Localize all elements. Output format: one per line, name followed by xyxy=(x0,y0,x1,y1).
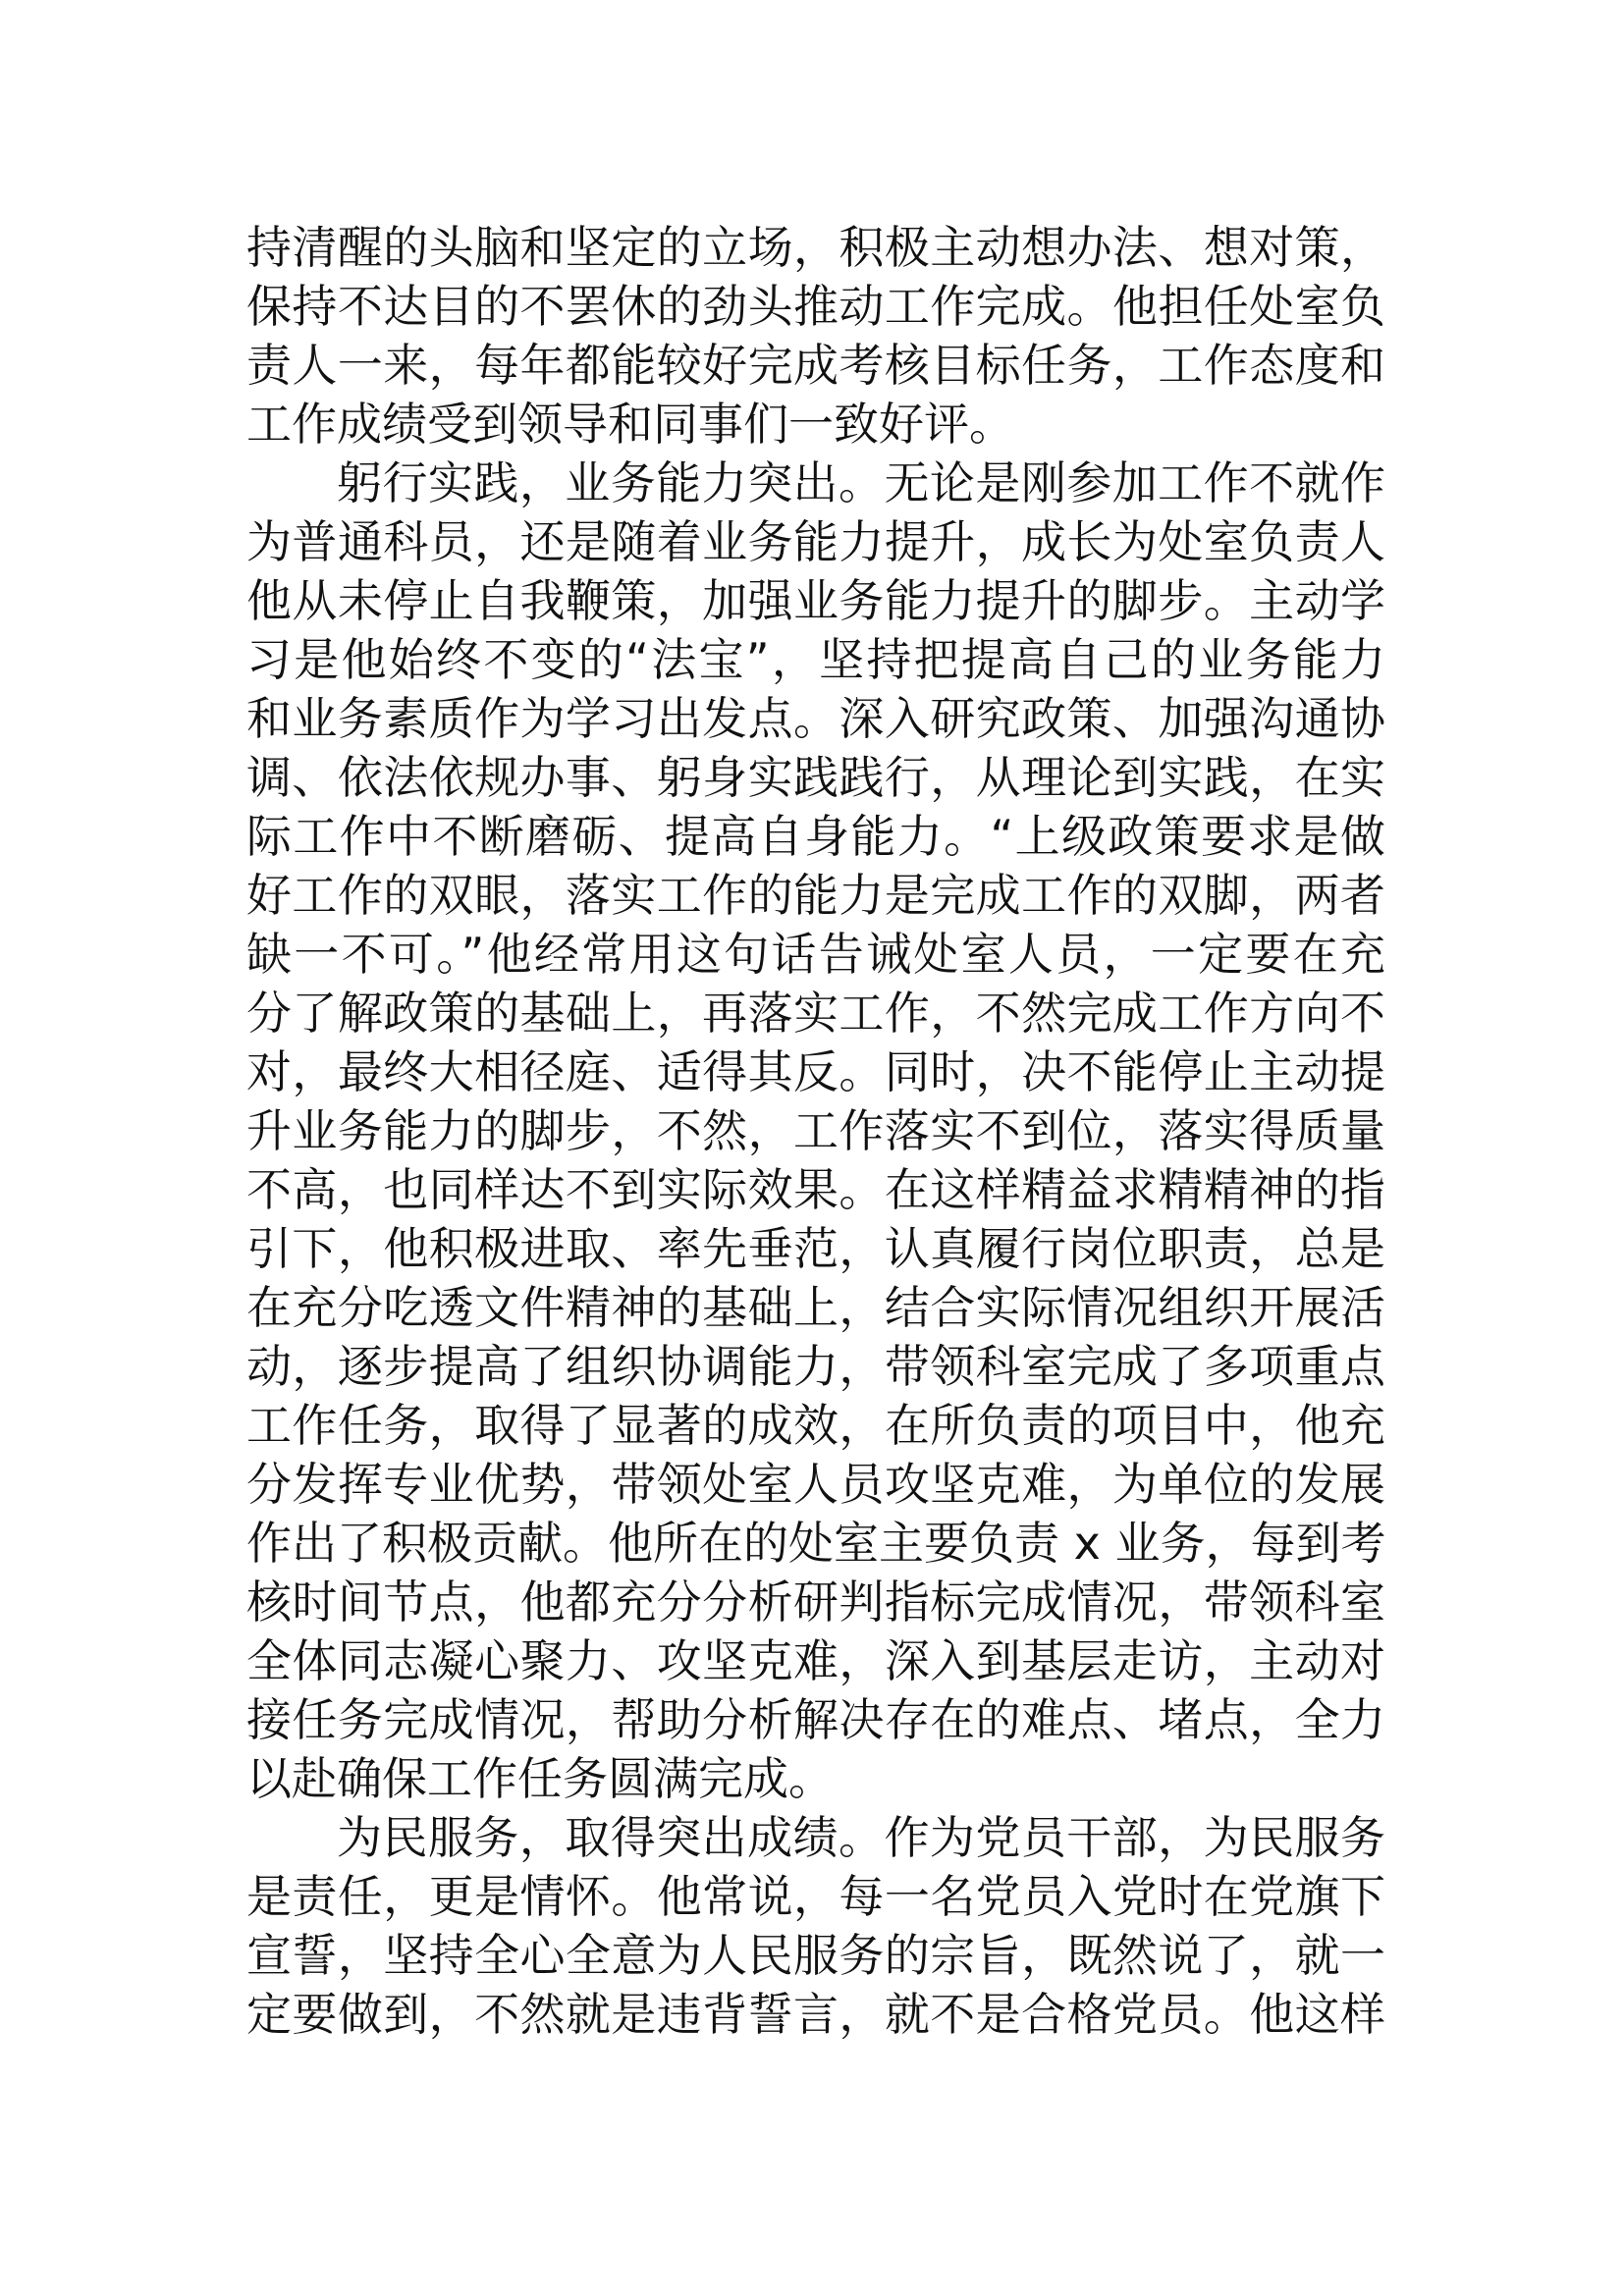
text-line: 缺一不可。”他经常用这句话告诫处室人员，一定要在充 xyxy=(246,928,1385,981)
text-line: 调、依法依规办事、躬身实践践行，从理论到实践，在实 xyxy=(246,751,1385,804)
text-line: 升业务能力的脚步，不然，工作落实不到位，落实得质量 xyxy=(246,1104,1385,1157)
text-line: 作出了积极贡献。他所在的处室主要负责 x 业务，每到考 xyxy=(246,1517,1386,1570)
text-line: 引下，他积极进取、率先垂范，认真履行岗位职责，总是 xyxy=(246,1222,1385,1275)
text-line: 以赴确保工作任务圆满完成。 xyxy=(246,1752,834,1805)
text-line: 责人一来，每年都能较好完成考核目标任务，工作态度和 xyxy=(246,339,1385,392)
text-line: 接任务完成情况，帮助分析解决存在的难点、堵点，全力 xyxy=(246,1693,1385,1746)
text-line: 定要做到，不然就是违背誓言，就不是合格党员。他这样 xyxy=(246,1988,1385,2041)
text-line: 和业务素质作为学习出发点。深入研究政策、加强沟通协 xyxy=(246,692,1385,745)
text-line: 为民服务，取得突出成绩。作为党员干部，为民服务 xyxy=(337,1811,1385,1864)
text-line: 为普通科员，还是随着业务能力提升，成长为处室负责人 xyxy=(246,515,1385,568)
text-line: 对，最终大相径庭、适得其反。同时，决不能停止主动提 xyxy=(246,1045,1385,1098)
text-line: 习是他始终不变的“法宝”，坚持把提高自己的业务能力 xyxy=(246,633,1385,686)
text-line: 分了解政策的基础上，再落实工作，不然完成工作方向不 xyxy=(246,987,1385,1040)
text-line: 核时间节点，他都充分分析研判指标完成情况，带领科室 xyxy=(246,1575,1385,1629)
text-line: 分发挥专业优势，带领处室人员攻坚克难，为单位的发展 xyxy=(246,1458,1385,1511)
text-line: 他从未停止自我鞭策，加强业务能力提升的脚步。主动学 xyxy=(246,574,1385,627)
text-line: 不高，也同样达不到实际效果。在这样精益求精精神的指 xyxy=(246,1163,1385,1216)
text-line: 工作成绩受到领导和同事们一致好评。 xyxy=(246,398,1014,451)
text-line: 持清醒的头脑和坚定的立场，积极主动想办法、想对策， xyxy=(246,221,1385,274)
text-line: 全体同志凝心聚力、攻坚克难，深入到基层走访，主动对 xyxy=(246,1634,1385,1687)
text-line: 保持不达目的不罢休的劲头推动工作完成。他担任处室负 xyxy=(246,280,1385,333)
paragraph xyxy=(246,1808,1385,2044)
body-text xyxy=(246,218,1385,2044)
text-line: 工作任务，取得了显著的成效，在所负责的项目中，他充 xyxy=(246,1399,1385,1452)
text-line: 是责任，更是情怀。他常说，每一名党员入党时在党旗下 xyxy=(246,1870,1385,1923)
paragraph xyxy=(246,454,1385,1808)
paragraph xyxy=(246,218,1385,454)
text-line: 际工作中不断磨砺、提高自身能力。“上级政策要求是做 xyxy=(246,810,1385,863)
text-line: 动，逐步提高了组织协调能力，带领科室完成了多项重点 xyxy=(246,1340,1385,1393)
text-line: 好工作的双眼，落实工作的能力是完成工作的双脚，两者 xyxy=(246,869,1385,922)
text-line: 宣誓，坚持全心全意为人民服务的宗旨，既然说了，就一 xyxy=(246,1929,1385,1982)
text-line: 在充分吃透文件精神的基础上，结合实际情况组织开展活 xyxy=(246,1281,1385,1334)
text-line: 躬行实践，业务能力突出。无论是刚参加工作不就作 xyxy=(337,456,1385,509)
